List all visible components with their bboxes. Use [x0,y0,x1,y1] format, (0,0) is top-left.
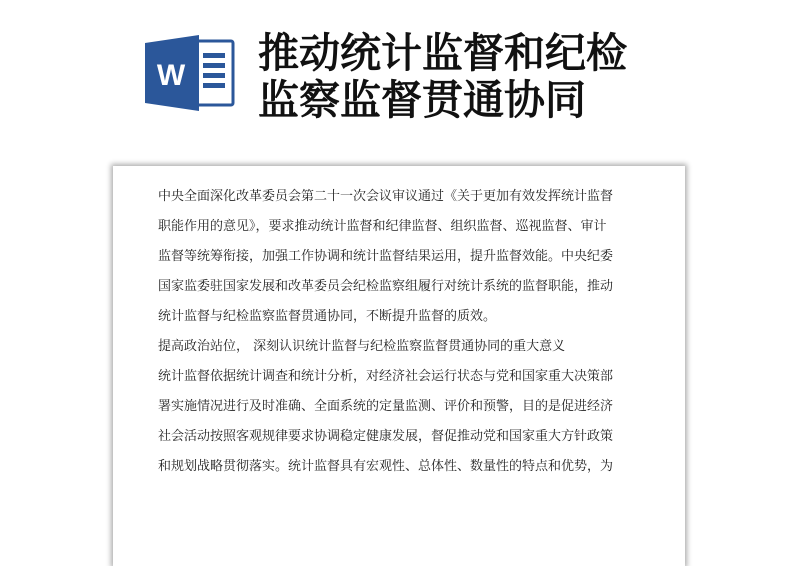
section-heading: 提高政治站位， 深刻认识统计监督与纪检监察监督贯通协同的重大意义 [158,339,566,354]
paragraph-line: 国家监委驻国家发展和改革委员会纪检监察组履行对统计系统的监督职能，推动 [158,279,614,294]
paragraph-line: 职能作用的意见》，要求推动统计监督和纪律监督、组织监督、巡视监督、审计 [158,219,607,234]
document-body [158,182,648,482]
document-page [113,166,685,566]
page-title-line: 推动统计监督和纪检 [258,29,627,77]
paragraph-line: 署实施情况进行及时准确、全面系统的定量监测、评价和预警，目的是促进经济 [158,399,614,414]
page-title [258,30,738,124]
paragraph-line: 社会活动按照客观规律要求协调稳定健康发展，督促推动党和国家重大方针政策 [158,429,614,444]
paragraph-line: 和规划战略贯彻落实。统计监督具有宏观性、总体性、数量性的特点和优势，为 [158,459,614,474]
paragraph-line: 统计监督与纪检监察监督贯通协同，不断提升监督的质效。 [158,309,497,324]
page-title-line: 监察监督贯通协同 [258,76,586,124]
paragraph-line: 中央全面深化改革委员会第二十一次会议审议通过《关于更加有效发挥统计监督 [158,189,614,204]
paragraph-line: 统计监督依据统计调查和统计分析，对经济社会运行状态与党和国家重大决策部 [158,369,614,384]
paragraph-line: 监督等统筹衔接，加强工作协调和统计监督结果运用，提升监督效能。中央纪委 [158,249,614,264]
word-document-icon [143,33,237,113]
word-icon-letter: W [156,59,186,92]
document-header [0,0,800,160]
